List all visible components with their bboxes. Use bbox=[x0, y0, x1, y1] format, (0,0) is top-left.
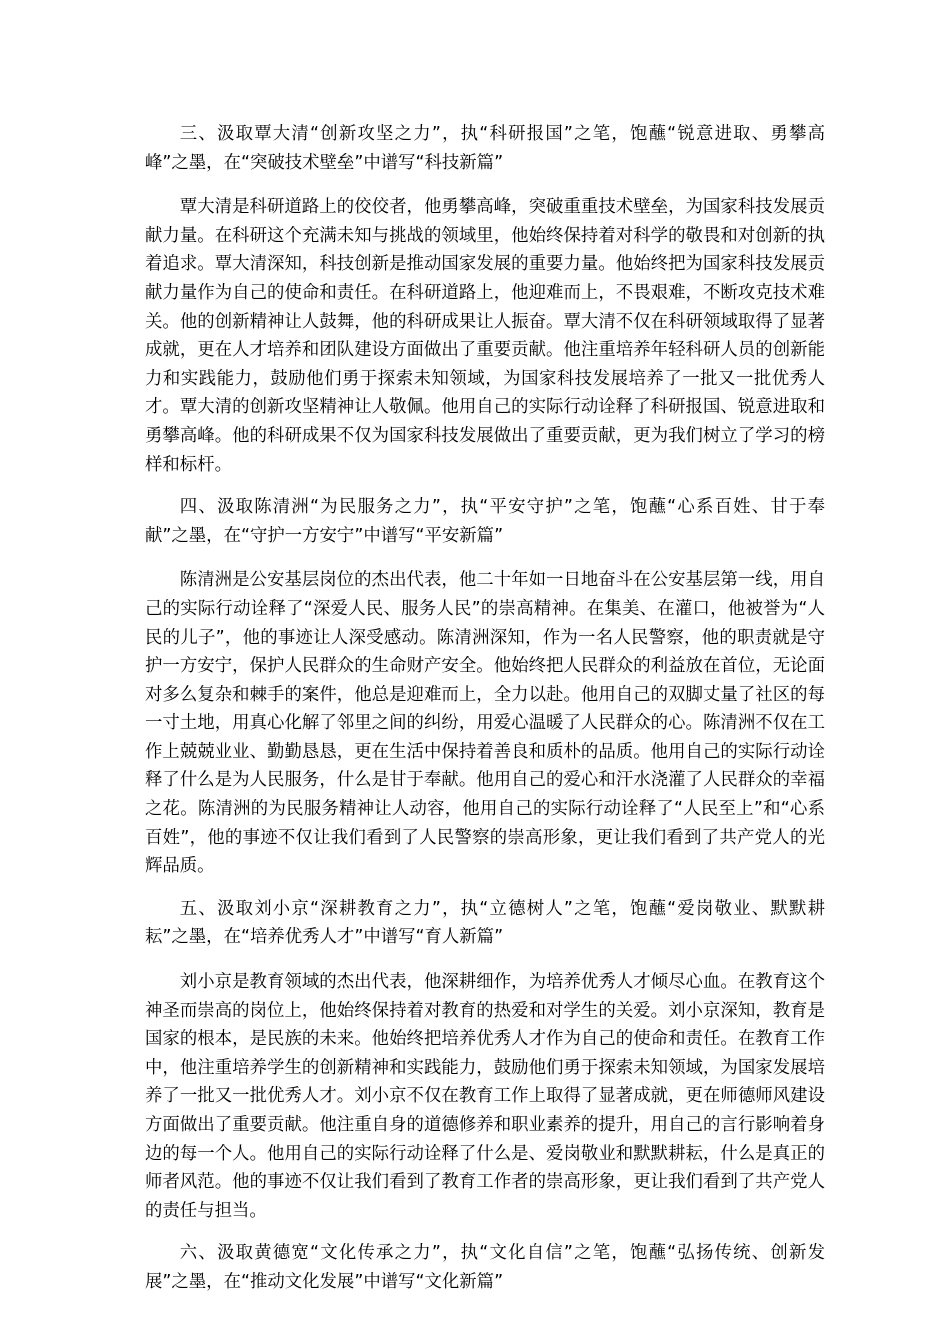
section-body-3: 覃大清是科研道路上的佼佼者，他勇攀高峰，突破重重技术壁垒，为国家科技发展贡献力量。在科研这个充满未知与挑战的领域里，他始终保持着对科学的敬畏和对创新的执着追求。覃大清深知，科技创新是推动国家发展的重要力量。他始终把为国家科技发展贡献力量作为自己的使命和责任。在科研道路上，他迎难而上，不畏艰难，不断攻克技术难关。他的创新精神让人鼓舞，他的科研成果让人振奋。覃大清不仅在科研领域取得了显著成就，更在人才培养和团队建设方面做出了重要贡献。他注重培养年轻科研人员的创新能力和实践能力，鼓励他们勇于探索未知领域，为国家科技发展培养了一批又一批优秀人才。覃大清的创新攻坚精神让人敬佩。他用自己的实际行动诠释了科研报国、锐意进取和勇攀高峰。他的科研成果不仅为国家科技发展做出了重要贡献，更为我们树立了学习的榜样和标杆。 bbox=[145, 197, 825, 475]
document-page bbox=[145, 120, 825, 1313]
section-body-5: 刘小京是教育领域的杰出代表，他深耕细作，为培养优秀人才倾尽心血。在教育这个神圣而崇高的岗位上，他始终保持着对教育的热爱和对学生的关爱。刘小京深知，教育是国家的根本，是民族的未来。他始终把培养优秀人才作为自己的使命和责任。在教育工作中，他注重培养学生的创新精神和实践能力，鼓励他们勇于探索未知领域，为国家发展培养了一批又一批优秀人才。刘小京不仅在教育工作上取得了显著成就，更在师德师风建设方面做出了重要贡献。他注重自身的道德修养和职业素养的提升，用自己的言行影响着身边的每一个人。他用自己的实际行动诠释了什么是、爱岗敬业和默默耕耘，什么是真正的师者风范。他的事迹不仅让我们看到了教育工作者的崇高形象，更让我们看到了共产党人的责任与担当。 bbox=[145, 972, 825, 1221]
section-heading-5: 五、汲取刘小京“深耕教育之力”，执“立德树人”之笔，饱蘸“爱岗敬业、默默耕耘”之墨，在“培养优秀人才”中谱写“育人新篇” bbox=[145, 898, 825, 948]
section-body-4: 陈清洲是公安基层岗位的杰出代表，他二十年如一日地奋斗在公安基层第一线，用自己的实际行动诠释了“深爱人民、服务人民”的崇高精神。在集美、在灌口，他被誉为“人民的儿子”，他的事迹让人深受感动。陈清洲深知，作为一名人民警察，他的职责就是守护一方安宁，保护人民群众的生命财产安全。他始终把人民群众的利益放在首位，无论面对多么复杂和棘手的案件，他总是迎难而上，全力以赴。他用自己的双脚丈量了社区的每一寸土地，用真心化解了邻里之间的纠纷，用爱心温暖了人民群众的心。陈清洲不仅在工作上兢兢业业、勤勤恳恳，更在生活中保持着善良和质朴的品质。他用自己的实际行动诠释了什么是为人民服务，什么是甘于奉献。他用自己的爱心和汗水浇灌了人民群众的幸福之花。陈清洲的为民服务精神让人动容，他用自己的实际行动诠释了“人民至上”和“心系百姓”，他的事迹不仅让我们看到了人民警察的崇高形象，更让我们看到了共产党人的光辉品质。 bbox=[145, 570, 825, 877]
section-heading-4: 四、汲取陈清洲“为民服务之力”，执“平安守护”之笔，饱蘸“心系百姓、甘于奉献”之墨，在“守护一方安宁”中谱写“平安新篇” bbox=[145, 497, 825, 546]
section-heading-6: 六、汲取黄德宽“文化传承之力”，执“文化自信”之笔，饱蘸“弘扬传统、创新发展”之墨，在“推动文化发展”中谱写“文化新篇” bbox=[145, 1243, 825, 1292]
section-heading-3: 三、汲取覃大清“创新攻坚之力”，执“科研报国”之笔，饱蘸“锐意进取、勇攀高峰”之墨，在“突破技术壁垒”中谱写“科技新篇” bbox=[145, 124, 825, 173]
